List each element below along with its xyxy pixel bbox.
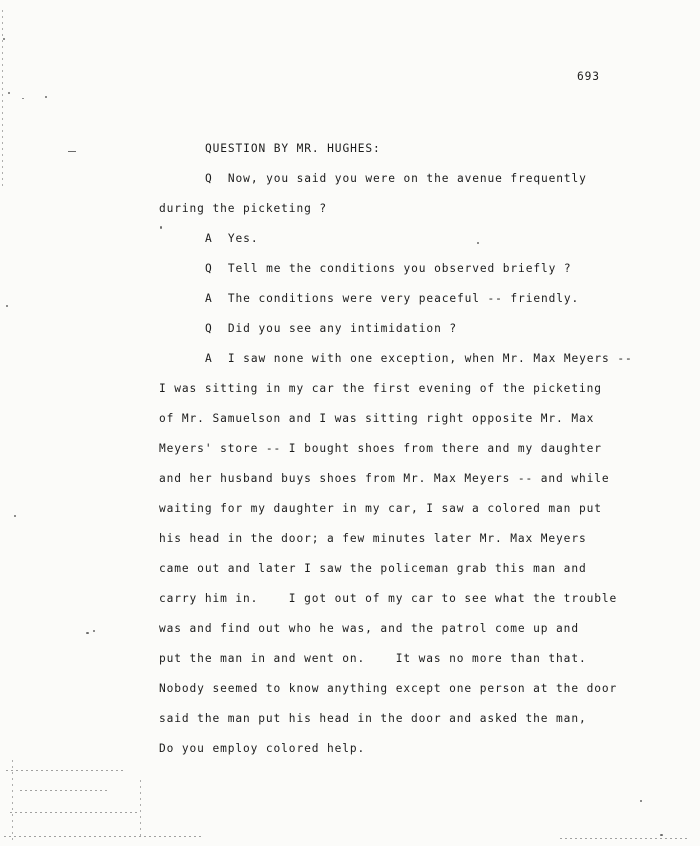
scan-speck <box>3 38 5 40</box>
scan-speck <box>86 632 89 634</box>
text-line: put the man in and went on. It was no more than that. <box>159 652 587 665</box>
page-number: 693 <box>577 70 600 83</box>
scan-speck <box>160 226 162 229</box>
text-line: Do you employ colored help. <box>159 742 366 755</box>
scan-noise <box>2 10 3 190</box>
scan-speck <box>68 151 76 152</box>
text-line: said the man put his head in the door and asked the man, <box>159 712 587 725</box>
text-line: A Yes. <box>205 232 259 245</box>
text-line: A The conditions were very peaceful -- friendly. <box>205 292 580 305</box>
scan-speck <box>22 98 24 99</box>
text-line: Q Now, you said you were on the avenue frequently <box>205 172 587 185</box>
scan-noise <box>140 780 141 836</box>
text-line: of Mr. Samuelson and I was sitting right opposite Mr. Max <box>159 412 595 425</box>
text-line: during the picketing ? <box>159 202 327 215</box>
text-line: was and find out who he was, and the patrol come up and <box>159 622 579 635</box>
section-heading: QUESTION BY MR. HUGHES: <box>205 142 381 155</box>
scan-speck <box>660 834 663 836</box>
text-line: waiting for my daughter in my car, I saw a colored man put <box>159 502 602 515</box>
scan-speck <box>640 800 642 802</box>
scan-noise <box>4 836 204 837</box>
scan-noise <box>560 838 690 839</box>
scan-noise <box>10 812 140 813</box>
text-line: came out and later I saw the policeman grab this man and <box>159 562 587 575</box>
scan-noise <box>12 760 13 840</box>
scan-speck <box>93 630 95 632</box>
text-line: carry him in. I got out of my car to see what the trouble <box>159 592 618 605</box>
scan-speck <box>6 305 8 307</box>
text-line: A I saw none with one exception, when Mr. Max Meyers -- <box>205 352 633 365</box>
text-line: Q Did you see any intimidation ? <box>205 322 457 335</box>
scan-speck <box>45 96 47 98</box>
text-line: and her husband buys shoes from Mr. Max Meyers -- and while <box>159 472 610 485</box>
text-line: his head in the door; a few minutes later Mr. Max Meyers <box>159 532 587 545</box>
scan-noise <box>20 790 110 791</box>
text-line: Nobody seemed to know anything except one person at the door <box>159 682 618 695</box>
text-line: I was sitting in my car the first evening of the picketing <box>159 382 602 395</box>
text-line: Q Tell me the conditions you observed briefly ? <box>205 262 572 275</box>
text-line: Meyers' store -- I bought shoes from there and my daughter <box>159 442 602 455</box>
scan-speck <box>14 515 16 517</box>
scan-noise <box>6 770 126 771</box>
scan-speck <box>477 242 479 244</box>
scan-speck <box>8 92 10 94</box>
